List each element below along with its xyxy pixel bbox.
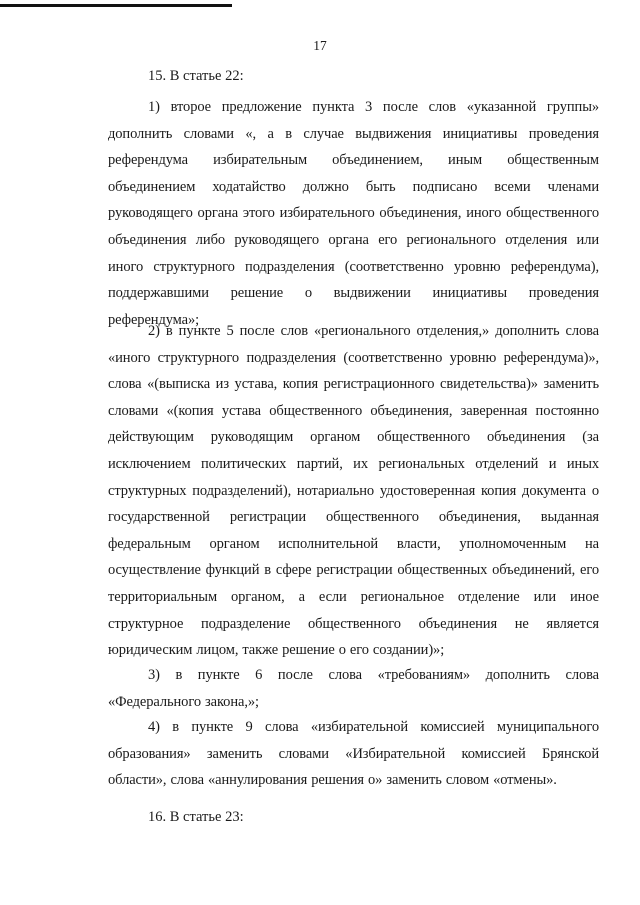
section-15-item-4: 4) в пункте 9 слова «избирательной комиссией муниципального образования» заменить словами «Избирательной комиссией Брянской области», слова «аннулирования решения о» заменить словом «отмены». (108, 719, 599, 789)
section-15-item-3: 3) в пункте 6 после слова «требованиям» дополнить слова «Федерального закона,»; (108, 667, 599, 710)
section-16-heading: 16. В статье 23: (148, 809, 244, 825)
page-number: 17 (313, 38, 327, 53)
top-rule (0, 4, 232, 7)
section-15-heading: 15. В статье 22: (148, 68, 244, 84)
section-15-item-1: 1) второе предложение пункта 3 после слов «указанной группы» дополнить словами «, а в случае выдвижения инициативы проведения референдума избирательным объединением, иным общественным объединением ходатайство должно быть подписано всеми членами руководящего органа этого избирательного объединения, иного общественного объединения либо руководящего органа его регионального отделения или иного структурного подразделения (соответственно уровню референдума), поддержавшими решение о выдвижении инициативы проведения референдума»; (108, 99, 599, 328)
section-15-item-2: 2) в пункте 5 после слов «регионального отделения,» дополнить слова «иного структурного подразделения (соответственно уровню референдума)», слова «(выписка из устава, копия регистрационного свидетельства)» заменить словами «(копия устава общественного объединения, заверенная постоянно действующим руководящим органом общественного объединения (за исключением политических партий, их региональных отделений и иных структурных подразделений), нотариально удостоверенная копия документа о государственной регистрации общественного объединения, выданная федеральным органом исполнительной власти, уполномоченным на осуществление функций в сфере регистрации общественных объединений, его территориальным органом, а если региональное отделение или иное структурное подразделение общественного объединения не является юридическим лицом, также решение о его создании)»; (108, 323, 599, 659)
